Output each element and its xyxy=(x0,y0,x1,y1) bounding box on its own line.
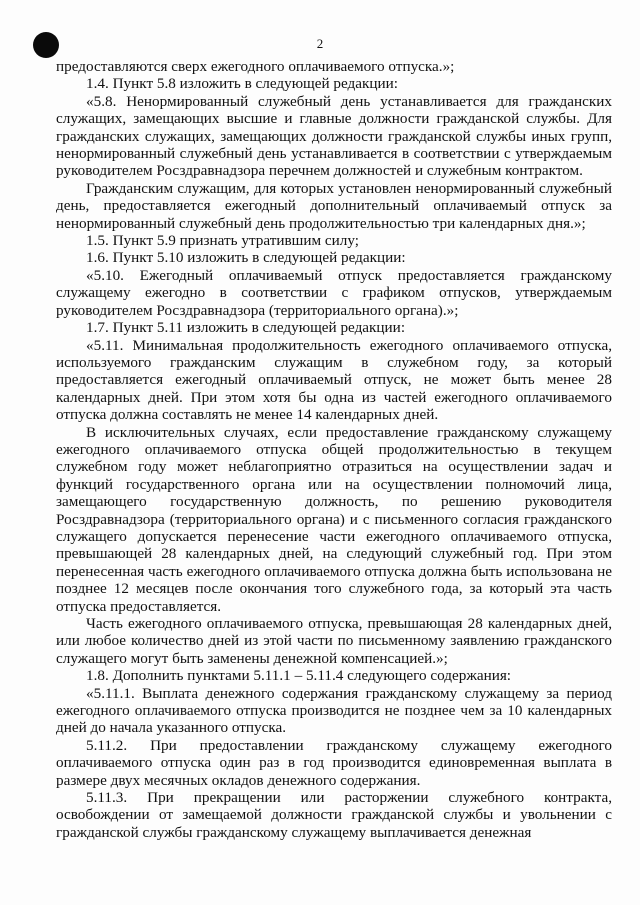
paragraph-item-1-4: 1.4. Пункт 5.8 изложить в следующей редакции: xyxy=(86,75,399,93)
paragraph-item-1-8: 1.8. Дополнить пунктами 5.11.1 – 5.11.4 следующего содержания: xyxy=(86,667,512,685)
paragraph-item-1-5: 1.5. Пункт 5.9 признать утратившим силу; xyxy=(86,232,359,250)
paragraph-5-11-exceptions: В исключительных случаях, если предоставление гражданскому служащему ежегодного оплачиваемого отпуска общей продолжительностью в текущем служебном году может неблагоприятно отразиться на осуществлении задач и функций государственного органа или на осуществлении полномочий лица, замещающего государственную должность, по решению руководителя Росздравнадзора (территориального органа) и с письменного согласия гражданского служащего допускается перенесение части ежегодного оплачиваемого отпуска, превышающей 28 календарных дней, на следующий служебный год. При этом перенесенная часть ежегодного оплачиваемого отпуска должна быть использована не позднее 12 месяцев после окончания того служебного года, за который эта часть отпуска предоставляется. xyxy=(56,423,612,615)
document-body xyxy=(56,58,612,841)
page-number: 2 xyxy=(316,36,324,51)
paragraph-continuation: предоставляются сверх ежегодного оплачиваемого отпуска.»; xyxy=(56,58,455,75)
paragraph-item-1-6: 1.6. Пункт 5.10 изложить в следующей редакции: xyxy=(86,249,406,267)
paragraph-5-11-1: «5.11.1. Выплата денежного содержания гражданскому служащему за период ежегодного оплачиваемого отпуска производится не позднее чем за 10 календарных дней до начала указанного отпуска. xyxy=(56,684,612,737)
paragraph-5-11-2: 5.11.2. При предоставлении гражданскому служащему ежегодного оплачиваемого отпуска один раз в год производится единовременная выплата в размере двух месячных окладов денежного содержания. xyxy=(56,736,612,789)
paragraph-5-11: «5.11. Минимальная продолжительность ежегодного оплачиваемого отпуска, используемого гражданским служащим в служебном году, за который предоставляется ежегодный оплачиваемый отпуск, не может быть менее 28 календарных дней. При этом хотя бы одна из частей ежегодного оплачиваемого отпуска должна составлять не менее 14 календарных дней. xyxy=(56,336,612,424)
paragraph-5-8: «5.8. Ненормированный служебный день устанавливается для гражданских служащих, замещающих высшие и главные должности гражданской службы. Для гражданских служащих, замещающих должности гражданской службы иных групп, ненормированный служебный день устанавливается в соответствии с утверждаемым руководителем Росздравнадзора перечнем должностей и служебным контрактом. xyxy=(56,92,612,180)
paragraph-5-11-compensation: Часть ежегодного оплачиваемого отпуска, превышающая 28 календарных дней, или любое количество дней из этой части по письменному заявлению гражданского служащего могут быть заменены денежной компенсацией.»; xyxy=(56,615,612,667)
paragraph-5-11-3: 5.11.3. При прекращении или расторжении служебного контракта, освобождении от замещаемой должности гражданской службы и увольнении с гражданской службы гражданскому служащему выплачивается денежная xyxy=(56,789,612,841)
paragraph-5-8-cont: Гражданским служащим, для которых установлен ненормированный служебный день, предоставляется ежегодный дополнительный оплачиваемый отпуск за ненормированный служебный день продолжительностью три календарных дня.»; xyxy=(56,179,612,232)
paragraph-item-1-7: 1.7. Пункт 5.11 изложить в следующей редакции: xyxy=(86,319,406,337)
paragraph-5-10: «5.10. Ежегодный оплачиваемый отпуск предоставляется гражданскому служащему ежегодно в соответствии с графиком отпусков, утверждаемым руководителем Росздравнадзора (территориального органа).»; xyxy=(56,266,612,319)
